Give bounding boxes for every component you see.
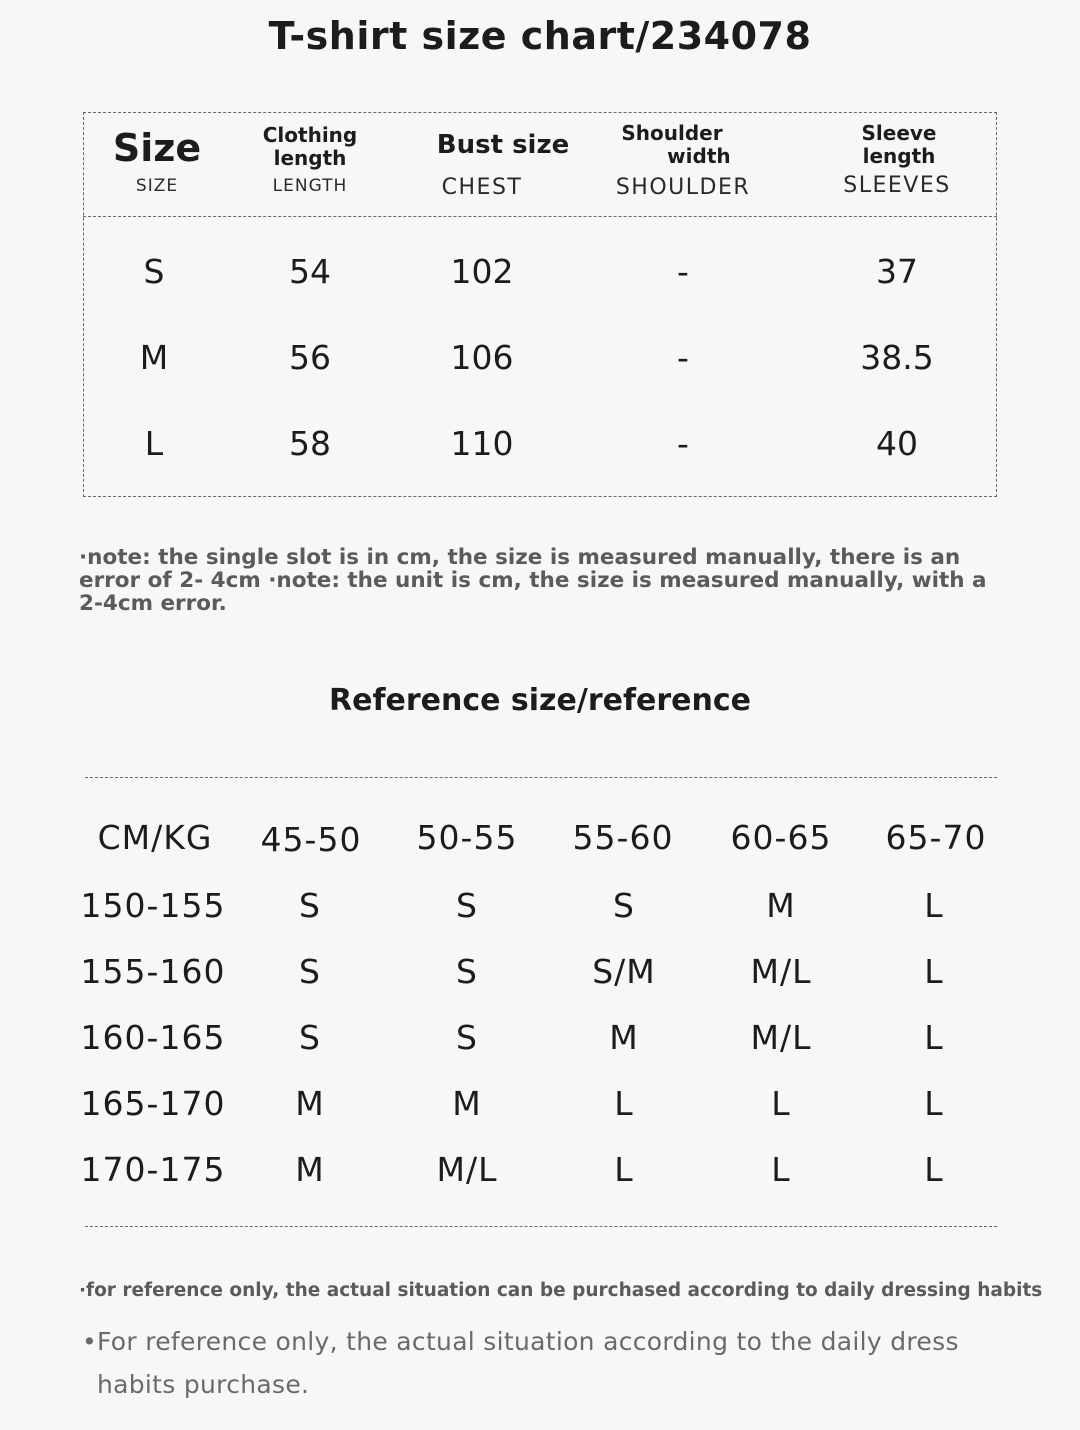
reference-cell: S xyxy=(299,886,321,925)
header-chest-sub: CHEST xyxy=(441,175,523,200)
reference-cell: S xyxy=(456,1018,478,1057)
size-cell: - xyxy=(677,252,689,291)
header-size-main: Size xyxy=(112,126,202,170)
reference-cell: 160-165 xyxy=(80,1018,226,1057)
reference-cell: L xyxy=(924,886,944,925)
measurement-note: ·note: the single slot is in cm, the size is measured manually, there is an error of 2- 4cm ·note: the unit is cm, the size is measured manually, with a 2-4cm error. xyxy=(79,545,987,616)
reference-cell: 165-170 xyxy=(80,1084,226,1123)
header-size-sub: SIZE xyxy=(135,176,179,196)
header-sleeve-sub: SLEEVES xyxy=(843,173,951,198)
header-sleeve-line2: length xyxy=(862,144,936,168)
footer-note-line2: habits purchase. xyxy=(97,1370,310,1399)
reference-cell: L xyxy=(771,1084,791,1123)
size-cell: S xyxy=(143,252,165,291)
footer-bullet: • xyxy=(82,1327,98,1356)
header-shoulder-line1: Shoulder xyxy=(621,121,723,145)
header-shoulder xyxy=(621,121,731,168)
footer-note-line1: For reference only, the actual situation according to the daily dress xyxy=(97,1327,959,1356)
header-length xyxy=(263,124,357,196)
reference-cell: M/L xyxy=(436,1150,498,1189)
reference-title: Reference size/reference xyxy=(329,683,751,718)
header-length-line2: length xyxy=(273,146,347,170)
reference-cell: S xyxy=(456,886,478,925)
reference-header-cell: 65-70 xyxy=(885,818,987,857)
reference-header-cell: 60-65 xyxy=(730,818,832,857)
reference-cell: S/M xyxy=(592,952,656,991)
size-cell: M xyxy=(139,338,169,377)
reference-cell: M xyxy=(295,1150,325,1189)
size-cell: 56 xyxy=(289,338,331,377)
reference-cell: 150-155 xyxy=(80,886,226,925)
header-shoulder-sub: SHOULDER xyxy=(615,175,751,200)
reference-header-cell: 45-50 xyxy=(260,820,362,859)
reference-cell: S xyxy=(456,952,478,991)
reference-cell: 155-160 xyxy=(80,952,226,991)
reference-cell: L xyxy=(924,1018,944,1057)
reference-header-cell: 50-55 xyxy=(416,818,518,857)
reference-cell: M xyxy=(609,1018,639,1057)
size-table xyxy=(83,112,997,497)
reference-cell: M/L xyxy=(750,1018,812,1057)
page-title: T-shirt size chart/234078 xyxy=(268,14,812,58)
reference-cell: M/L xyxy=(750,952,812,991)
reference-cell: L xyxy=(614,1150,634,1189)
reference-bottom-divider xyxy=(85,1226,997,1227)
header-chest-main: Bust size xyxy=(436,130,570,160)
reference-cell: S xyxy=(299,952,321,991)
header-sleeve xyxy=(862,122,937,168)
size-table-divider xyxy=(83,216,997,217)
header-length-sub: LENGTH xyxy=(272,176,348,196)
size-cell: 110 xyxy=(450,424,514,463)
size-cell: 40 xyxy=(876,424,918,463)
size-cell: 37 xyxy=(876,252,918,291)
header-chest xyxy=(437,130,569,160)
footer-note-bold: ·for reference only, the actual situation can be purchased according to daily dressing habits xyxy=(79,1280,1043,1301)
size-cell: 58 xyxy=(289,424,331,463)
header-shoulder-line2: width xyxy=(667,144,731,168)
size-cell: 54 xyxy=(289,252,331,291)
reference-cell: L xyxy=(924,1084,944,1123)
reference-cell: L xyxy=(924,1150,944,1189)
reference-header-cell: 55-60 xyxy=(572,818,674,857)
reference-cell: S xyxy=(299,1018,321,1057)
size-cell: 106 xyxy=(450,338,514,377)
reference-cell: S xyxy=(613,886,635,925)
footer-note xyxy=(82,1320,982,1406)
reference-cell: M xyxy=(766,886,796,925)
size-cell: - xyxy=(677,338,689,377)
reference-cell: 170-175 xyxy=(80,1150,226,1189)
reference-cell: L xyxy=(924,952,944,991)
size-cell: 38.5 xyxy=(860,338,934,377)
reference-cell: M xyxy=(295,1084,325,1123)
header-size xyxy=(113,128,201,196)
reference-cell: L xyxy=(771,1150,791,1189)
reference-cell: M xyxy=(452,1084,482,1123)
reference-header-cell: CM/KG xyxy=(97,818,213,857)
size-cell: L xyxy=(144,424,164,463)
header-sleeve-line1: Sleeve xyxy=(861,121,937,145)
header-length-line1: Clothing xyxy=(262,123,358,147)
size-cell: - xyxy=(677,424,689,463)
reference-cell: L xyxy=(614,1084,634,1123)
reference-top-divider xyxy=(85,777,997,778)
size-cell: 102 xyxy=(450,252,514,291)
